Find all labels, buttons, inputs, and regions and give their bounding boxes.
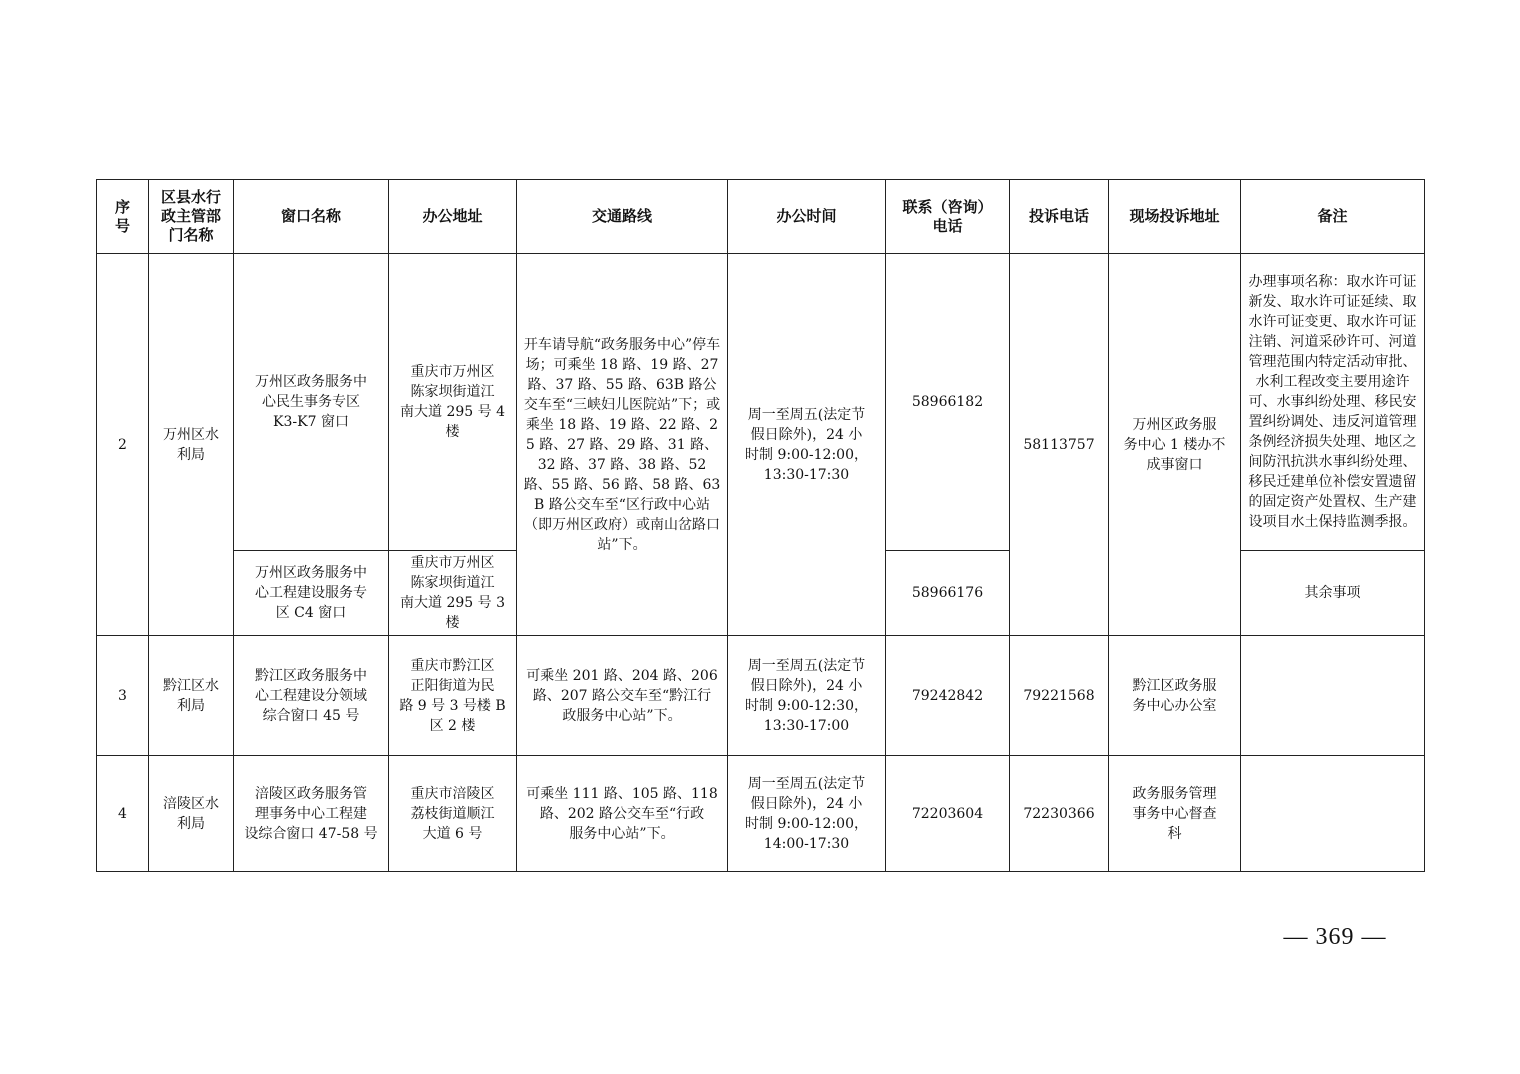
row-hours: 周一至周五(法定节 假日除外)，24 小 时制 9:00-12:00， 13:30-17:30 (728, 254, 886, 636)
row-window: 黔江区政务服务中 心工程建设分领域 综合窗口 45 号 (234, 636, 389, 756)
row-note (1241, 756, 1425, 872)
row-seq: 4 (97, 756, 149, 872)
row-contact: 79242842 (886, 636, 1010, 756)
row-contact: 58966182 (886, 254, 1010, 551)
header-window: 窗口名称 (234, 180, 389, 254)
row-address: 重庆市涪陵区 荔枝街道顺江 大道 6 号 (389, 756, 517, 872)
header-route: 交通路线 (517, 180, 728, 254)
row-complaint-address: 万州区政务服 务中心 1 楼办不 成事窗口 (1109, 254, 1241, 636)
row-note: 办理事项名称：取水许可证新发、取水许可证延续、取水许可证变更、取水许可证注销、河道采砂许可、河道管理范围内特定活动审批、水利工程改变主要用途许可、水事纠纷处理、移民安置纠纷调处、违反河道管理条例经济损失处理、地区之间防汛抗洪水事纠纷处理、移民迁建单位补偿安置遗留的固定资产处置权、生产建设项目水土保持监测季报。 (1241, 254, 1425, 551)
row-route: 可乘坐 201 路、204 路、206 路、207 路公交车至“黔江行 政服务中心站”下。 (517, 636, 728, 756)
header-seq: 序 号 (97, 180, 149, 254)
row-dept: 涪陵区水 利局 (149, 756, 234, 872)
table-row (97, 254, 1425, 551)
header-row (97, 180, 1425, 254)
water-admin-window-table (96, 179, 1425, 872)
row-route: 开车请导航“政务服务中心”停车场；可乘坐 18 路、19 路、27 路、37 路、55 路、63B 路公交车至“三峡妇儿医院站”下；或乘坐 18 路、19 路、22 路、25 路、27 路、29 路、31 路、32 路、37 路、38 路、52 路、55 路、56 路、58 路、63B 路公交车至“区行政中心站（即万州区政府）或南山岔路口站”下。 (517, 254, 728, 636)
row-address: 重庆市黔江区 正阳街道为民 路 9 号 3 号楼 B 区 2 楼 (389, 636, 517, 756)
header-dept: 区县水行 政主管部 门名称 (149, 180, 234, 254)
header-contact: 联系（咨询） 电话 (886, 180, 1010, 254)
header-note: 备注 (1241, 180, 1425, 254)
row-seq: 3 (97, 636, 149, 756)
header-address: 办公地址 (389, 180, 517, 254)
header-complaint-phone: 投诉电话 (1010, 180, 1109, 254)
table-row (97, 636, 1425, 756)
row-note (1241, 636, 1425, 756)
row-complaint-phone: 72230366 (1010, 756, 1109, 872)
page-number: — 369 — (1283, 924, 1387, 950)
row-address: 重庆市万州区 陈家坝街道江 南大道 295 号 3 楼 (389, 551, 517, 636)
row-dept: 万州区水 利局 (149, 254, 234, 636)
row-complaint-address: 政务服务管理 事务中心督查 科 (1109, 756, 1241, 872)
row-note: 其余事项 (1241, 551, 1425, 636)
row-contact: 58966176 (886, 551, 1010, 636)
row-window: 万州区政务服务中 心工程建设服务专 区 C4 窗口 (234, 551, 389, 636)
row-complaint-address: 黔江区政务服 务中心办公室 (1109, 636, 1241, 756)
row-route: 可乘坐 111 路、105 路、118 路、202 路公交车至“行政 服务中心站”下。 (517, 756, 728, 872)
row-contact: 72203604 (886, 756, 1010, 872)
row-complaint-phone: 79221568 (1010, 636, 1109, 756)
table-row (97, 756, 1425, 872)
header-complaint-address: 现场投诉地址 (1109, 180, 1241, 254)
row-window: 涪陵区政务服务管 理事务中心工程建 设综合窗口 47-58 号 (234, 756, 389, 872)
header-hours: 办公时间 (728, 180, 886, 254)
row-window: 万州区政务服务中 心民生事务专区 K3-K7 窗口 (234, 254, 389, 551)
row-complaint-phone: 58113757 (1010, 254, 1109, 636)
row-hours: 周一至周五(法定节 假日除外)，24 小 时制 9:00-12:00， 14:00-17:30 (728, 756, 886, 872)
row-hours: 周一至周五(法定节 假日除外)，24 小 时制 9:00-12:30， 13:30-17:00 (728, 636, 886, 756)
row-dept: 黔江区水 利局 (149, 636, 234, 756)
row-seq: 2 (97, 254, 149, 636)
row-address: 重庆市万州区 陈家坝街道江 南大道 295 号 4 楼 (389, 254, 517, 551)
